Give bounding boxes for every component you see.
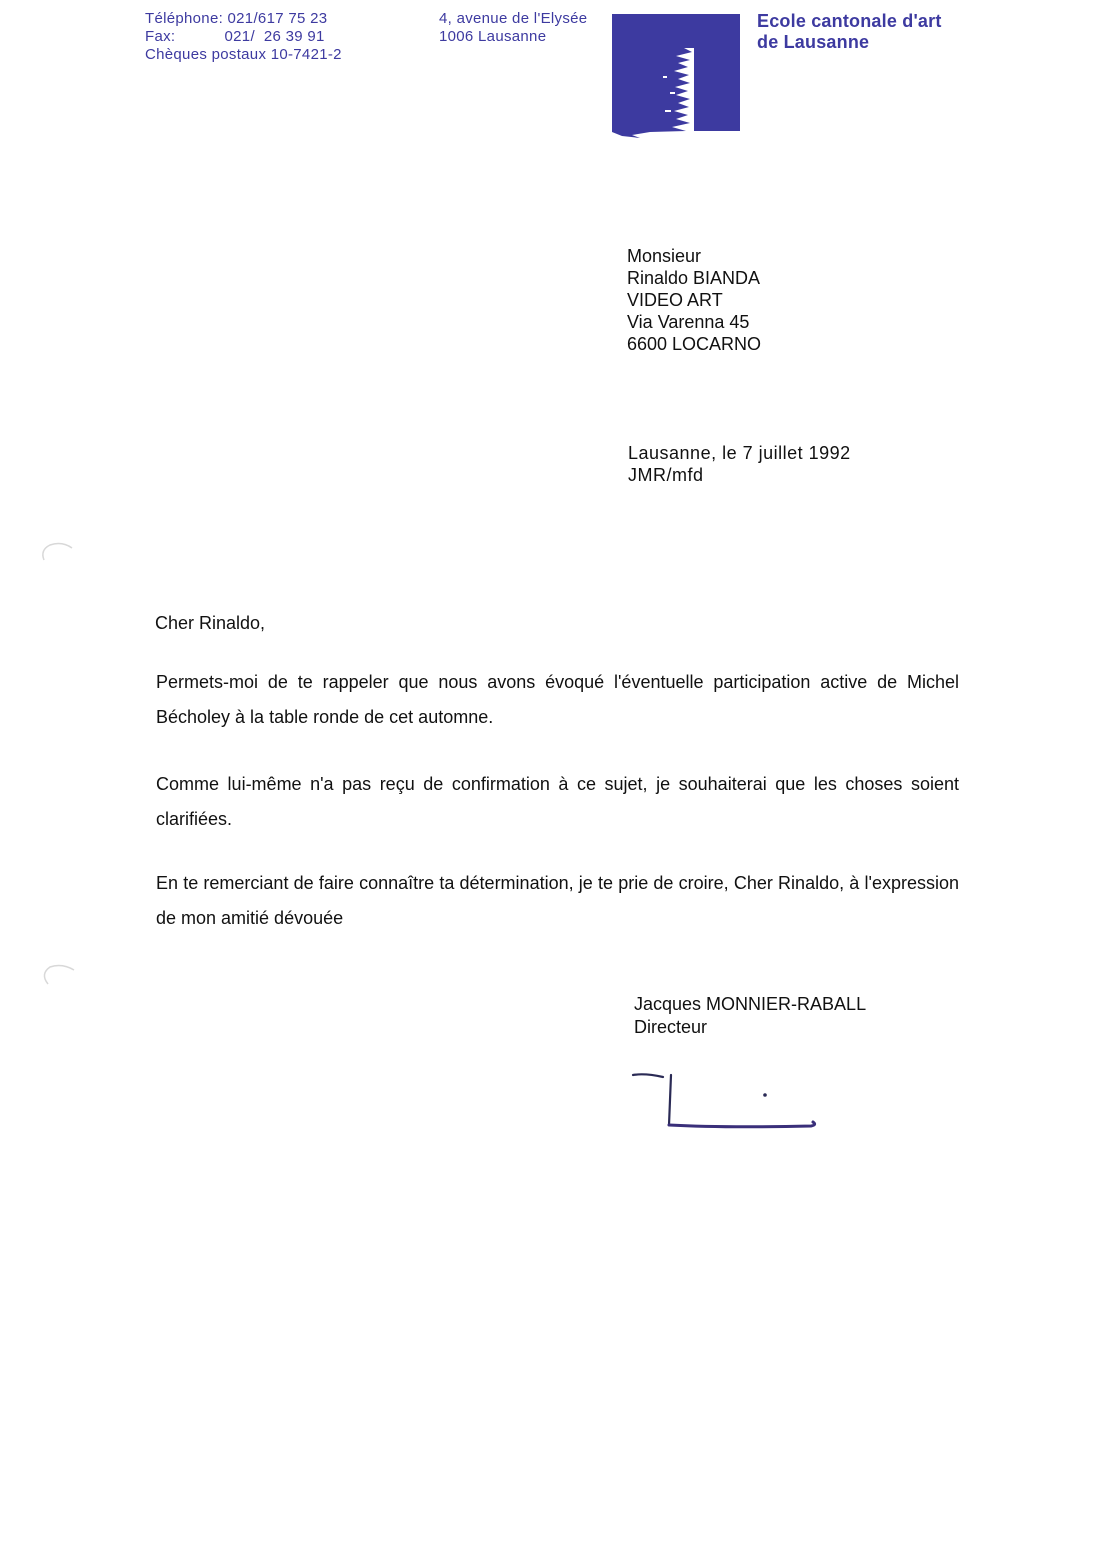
recipient-company: VIDEO ART bbox=[627, 290, 723, 310]
body-paragraph-2: Comme lui-même n'a pas reçu de confirmation à ce sujet, je souhaiterai que les choses soient clarifiées. bbox=[156, 774, 959, 829]
salutation: Cher Rinaldo, bbox=[155, 613, 266, 633]
recipient-name: Rinaldo BIANDA bbox=[627, 268, 761, 288]
body-paragraph-3: En te remerciant de faire connaître ta détermination, je te prie de croire, Cher Rinaldo, à l'expression de mon amitié dévouée bbox=[156, 873, 959, 928]
school-name-line-1: Ecole cantonale d'art bbox=[757, 11, 942, 31]
city-line: 1006 Lausanne bbox=[439, 28, 547, 45]
telephone-line: Téléphone: 021/617 75 23 bbox=[145, 10, 328, 27]
school-name-line-2: de Lausanne bbox=[757, 32, 870, 52]
handwritten-signature bbox=[625, 1065, 825, 1140]
reference-code: JMR/mfd bbox=[628, 465, 704, 485]
street-line: 4, avenue de l'Elysée bbox=[439, 10, 588, 27]
school-logo-icon bbox=[610, 14, 740, 140]
school-name bbox=[757, 11, 942, 53]
date-block bbox=[628, 442, 851, 486]
punch-hole-mark bbox=[38, 962, 76, 988]
signer-title: Directeur bbox=[634, 1017, 708, 1037]
recipient-city: 6600 LOCARNO bbox=[627, 334, 762, 354]
signer-name: Jacques MONNIER-RABALL bbox=[634, 994, 867, 1014]
letterhead-contact bbox=[145, 10, 342, 64]
recipient-street: Via Varenna 45 bbox=[627, 312, 750, 332]
body-paragraph-1: Permets-moi de te rappeler que nous avons évoqué l'éventuelle participation active de Michel Bécholey à la table ronde de cet automne. bbox=[156, 672, 959, 727]
fax-line: Fax: 021/ 26 39 91 bbox=[145, 28, 325, 45]
signoff-block bbox=[634, 993, 866, 1039]
punch-hole-mark bbox=[38, 540, 76, 566]
recipient-honorific: Monsieur bbox=[627, 246, 702, 266]
letterhead-address bbox=[439, 10, 587, 46]
recipient-address bbox=[627, 245, 761, 355]
postal-cheque-line: Chèques postaux 10-7421-2 bbox=[145, 46, 342, 63]
place-date: Lausanne, le 7 juillet 1992 bbox=[628, 443, 851, 463]
